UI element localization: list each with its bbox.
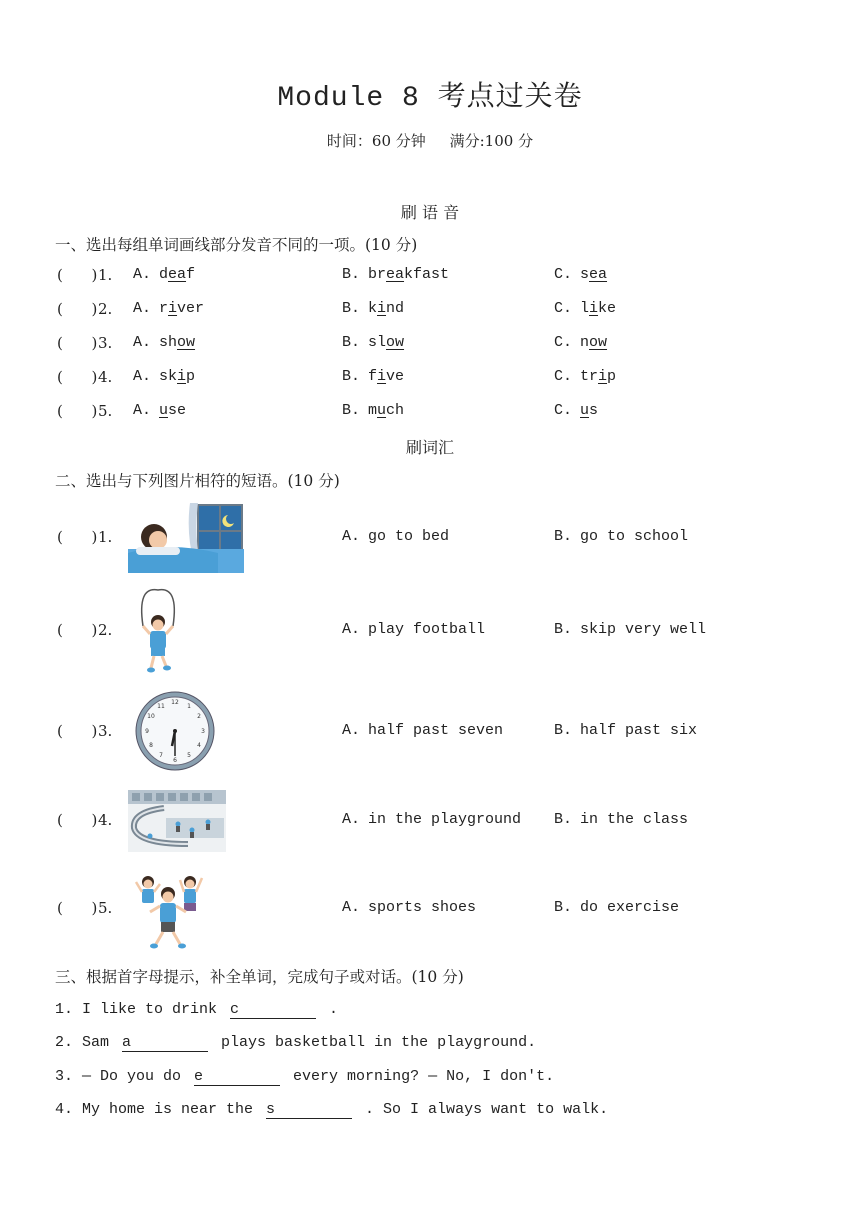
vocab-question xyxy=(0,899,860,929)
option-label: A. xyxy=(133,300,152,317)
answer-blank[interactable]: ( ) xyxy=(57,402,98,420)
vocab-question xyxy=(0,722,860,752)
answer-blank[interactable]: ( ) xyxy=(57,811,98,829)
underlined-letters: ow xyxy=(386,334,405,351)
answer-blank[interactable]: ( ) xyxy=(57,368,98,386)
option-a xyxy=(133,334,195,351)
option-a xyxy=(133,402,186,419)
option-label: B. xyxy=(342,368,361,385)
option-c xyxy=(554,368,616,385)
pronunciation-question xyxy=(0,300,860,330)
answer-blank[interactable]: ( ) xyxy=(57,722,98,740)
option-b xyxy=(342,368,404,385)
option-label: B. xyxy=(342,334,361,351)
question-number: 2. xyxy=(98,300,113,318)
sentence-text: I like to drink xyxy=(82,1001,227,1018)
svg-text:1: 1 xyxy=(187,703,191,710)
svg-text:11: 11 xyxy=(157,703,165,710)
underlined-letters: ow xyxy=(589,334,608,351)
option-b xyxy=(554,722,697,739)
svg-text:6: 6 xyxy=(173,757,177,764)
option-b xyxy=(342,266,449,283)
option-c xyxy=(554,266,607,283)
word-part: kfast xyxy=(404,266,450,283)
option-b xyxy=(554,621,706,638)
skipping-rope-picture xyxy=(133,586,183,676)
svg-text:7: 7 xyxy=(159,752,163,759)
question-number: 5. xyxy=(98,899,113,917)
word-part: ve xyxy=(386,368,405,385)
playground-picture xyxy=(128,790,226,852)
question-number: 2. xyxy=(55,1034,83,1051)
underlined-letters: i xyxy=(177,368,187,385)
underlined-letters: i xyxy=(377,368,387,385)
underlined-letters: i xyxy=(377,300,387,317)
option-text: half past seven xyxy=(368,722,504,739)
word-part: sk xyxy=(159,368,178,385)
word-part: l xyxy=(580,300,590,317)
option-b xyxy=(554,899,679,916)
sentence-text: every morning? — No, I don't. xyxy=(284,1068,555,1085)
svg-text:4: 4 xyxy=(197,742,201,749)
option-label: A. xyxy=(342,722,361,739)
option-a xyxy=(133,300,204,317)
option-label: A. xyxy=(133,368,152,385)
underlined-letters: u xyxy=(580,402,590,419)
word-part: ke xyxy=(598,300,617,317)
exam-info: 时间：60 分钟 满分:100 分 xyxy=(326,132,534,150)
underlined-letters: ea xyxy=(386,266,405,283)
question-number: 4. xyxy=(98,811,113,829)
answer-blank[interactable]: ( ) xyxy=(57,621,98,639)
sentence-text: . xyxy=(320,1001,339,1018)
word-part: r xyxy=(159,300,169,317)
option-a xyxy=(342,899,476,916)
word-part: s xyxy=(580,266,590,283)
question-number: 4. xyxy=(98,368,113,386)
word-part: br xyxy=(368,266,387,283)
option-text: go to bed xyxy=(368,528,450,545)
question-number: 3. xyxy=(55,1068,83,1085)
fill-question xyxy=(55,1101,608,1119)
pronunciation-question xyxy=(0,402,860,432)
children-exercising-picture xyxy=(134,870,206,950)
pronunciation-question xyxy=(0,266,860,296)
option-c xyxy=(554,402,598,419)
svg-text:12: 12 xyxy=(171,699,179,706)
fill-blank[interactable]: c xyxy=(230,1001,316,1019)
answer-blank[interactable]: ( ) xyxy=(57,899,98,917)
page-title: Module 8 考点过关卷 xyxy=(277,83,583,114)
sentence-text: Sam xyxy=(82,1034,119,1051)
option-a xyxy=(342,621,485,638)
word-part: f xyxy=(368,368,378,385)
option-label: B. xyxy=(342,402,361,419)
option-label: A. xyxy=(133,402,152,419)
pronunciation-instruction: 一、选出每组单词画线部分发音不同的一项。(10 分) xyxy=(55,236,418,254)
svg-text:3: 3 xyxy=(201,728,205,735)
question-number: 1. xyxy=(55,1001,83,1018)
option-text: do exercise xyxy=(580,899,680,916)
svg-text:8: 8 xyxy=(149,742,153,749)
option-a xyxy=(342,528,449,545)
option-label: A. xyxy=(133,266,152,283)
word-part: ch xyxy=(386,402,405,419)
vocab-question xyxy=(0,621,860,651)
underlined-letters: ea xyxy=(589,266,608,283)
vocab-heading: 刷词汇 xyxy=(405,438,454,457)
word-part: m xyxy=(368,402,378,419)
option-a xyxy=(342,811,521,828)
question-number: 3. xyxy=(98,722,113,740)
sentence-text: My home is near the xyxy=(82,1101,263,1118)
option-label: C. xyxy=(554,266,573,283)
underlined-letters: u xyxy=(159,402,169,419)
option-label: B. xyxy=(342,300,361,317)
option-label: A. xyxy=(342,899,361,916)
option-label: C. xyxy=(554,402,573,419)
fill-blank[interactable]: e xyxy=(194,1068,280,1086)
word-part: nd xyxy=(386,300,405,317)
option-label: C. xyxy=(554,300,573,317)
svg-text:5: 5 xyxy=(187,752,191,759)
option-label: A. xyxy=(342,528,361,545)
option-label: B. xyxy=(342,266,361,283)
word-part: d xyxy=(159,266,169,283)
option-label: B. xyxy=(554,811,573,828)
word-part: p xyxy=(186,368,196,385)
option-label: C. xyxy=(554,368,573,385)
option-text: in the playground xyxy=(368,811,522,828)
word-part: sh xyxy=(159,334,178,351)
underlined-letters: ow xyxy=(177,334,196,351)
option-text: play football xyxy=(368,621,486,638)
question-number: 4. xyxy=(55,1101,83,1118)
option-label: A. xyxy=(342,811,361,828)
answer-blank[interactable]: ( ) xyxy=(57,266,98,284)
fill-instruction: 三、根据首字母提示，补全单词，完成句子或对话。(10 分) xyxy=(55,968,464,986)
word-part: f xyxy=(186,266,196,283)
fill-question xyxy=(55,1001,338,1019)
word-part: se xyxy=(168,402,187,419)
svg-text:10: 10 xyxy=(147,713,155,720)
option-b xyxy=(554,811,688,828)
option-b xyxy=(342,300,404,317)
word-part: s xyxy=(589,402,599,419)
word-part: sl xyxy=(368,334,387,351)
option-b xyxy=(342,334,404,351)
word-part: tr xyxy=(580,368,599,385)
option-label: B. xyxy=(554,528,573,545)
option-c xyxy=(554,334,607,351)
option-text: go to school xyxy=(580,528,689,545)
option-label: A. xyxy=(133,334,152,351)
question-number: 3. xyxy=(98,334,113,352)
sentence-text: — Do you do xyxy=(82,1068,191,1085)
word-part: p xyxy=(607,368,617,385)
question-number: 1. xyxy=(98,528,113,546)
question-number: 1. xyxy=(98,266,113,284)
option-label: C. xyxy=(554,334,573,351)
pronunciation-question xyxy=(0,334,860,364)
option-label: A. xyxy=(342,621,361,638)
vocab-instruction: 二、选出与下列图片相符的短语。(10 分) xyxy=(55,472,340,490)
fill-blank[interactable]: s xyxy=(266,1101,352,1119)
option-label: B. xyxy=(554,722,573,739)
clock-picture xyxy=(134,690,216,772)
sentence-text: plays basketball in the playground. xyxy=(212,1034,537,1051)
pronunciation-question xyxy=(0,368,860,398)
word-part: n xyxy=(580,334,590,351)
option-b xyxy=(342,402,404,419)
underlined-letters: i xyxy=(589,300,599,317)
sentence-text: . So I always want to walk. xyxy=(356,1101,609,1118)
answer-blank[interactable]: ( ) xyxy=(57,300,98,318)
word-part: k xyxy=(368,300,378,317)
option-text: in the class xyxy=(580,811,689,828)
option-text: half past six xyxy=(580,722,698,739)
svg-text:9: 9 xyxy=(145,728,149,735)
underlined-letters: ea xyxy=(168,266,187,283)
option-text: sports shoes xyxy=(368,899,477,916)
option-c xyxy=(554,300,616,317)
option-a xyxy=(342,722,503,739)
fill-question xyxy=(55,1034,536,1052)
underlined-letters: i xyxy=(168,300,178,317)
svg-text:2: 2 xyxy=(197,713,201,720)
option-label: B. xyxy=(554,621,573,638)
option-label: B. xyxy=(554,899,573,916)
fill-blank[interactable]: a xyxy=(122,1034,208,1052)
answer-blank[interactable]: ( ) xyxy=(57,334,98,352)
underlined-letters: u xyxy=(377,402,387,419)
question-number: 2. xyxy=(98,621,113,639)
option-b xyxy=(554,528,688,545)
word-part: ver xyxy=(177,300,205,317)
pronunciation-heading: 刷 语 音 xyxy=(400,203,460,222)
question-number: 5. xyxy=(98,402,113,420)
option-a xyxy=(133,266,195,283)
underlined-letters: i xyxy=(598,368,608,385)
answer-blank[interactable]: ( ) xyxy=(57,528,98,546)
option-a xyxy=(133,368,195,385)
option-text: skip very well xyxy=(580,621,707,638)
fill-question xyxy=(55,1068,554,1086)
sleeping-child-picture xyxy=(128,503,244,573)
